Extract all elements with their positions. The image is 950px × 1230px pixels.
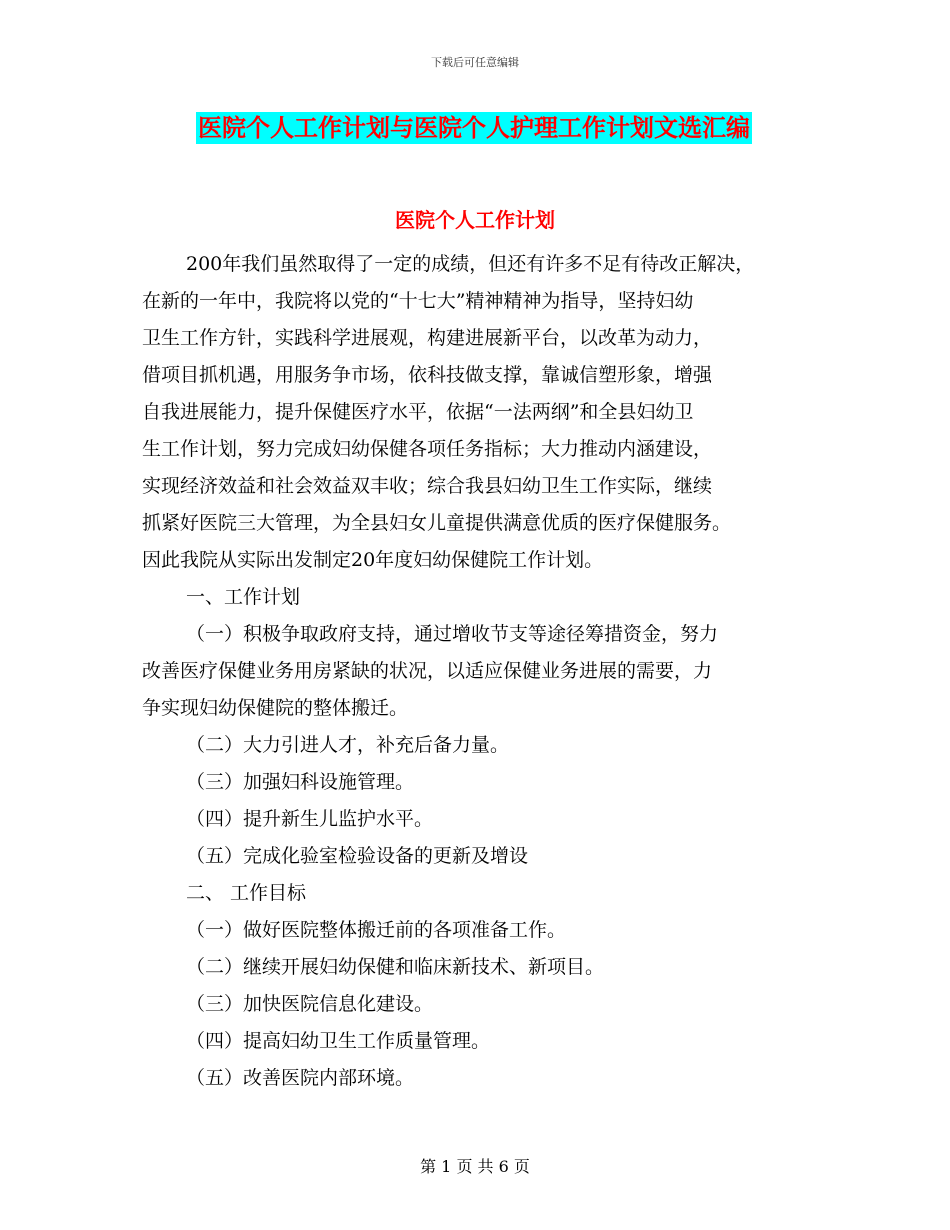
body-line: 生工作计划，努力完成妇幼保健各项任务指标；大力推动内涵建设， (142, 438, 713, 460)
body-line: 一、工作计划 (186, 586, 301, 608)
body-line: 因此我院从实际出发制定20年度妇幼保健院工作计划。 (142, 549, 604, 571)
body-line: （二）大力引进人才，补充后备力量。 (186, 734, 510, 756)
body-line: 自我进展能力，提升保健医疗水平，依据“一法两纲”和全县妇幼卫 (142, 401, 694, 423)
body-line: 实现经济效益和社会效益双丰收；综合我县妇幼卫生工作实际，继续 (142, 475, 713, 497)
body-line: （四）提升新生儿监护水平。 (186, 808, 434, 830)
body-line: 200年我们虽然取得了一定的成绩，但还有许多不足有待改正解决， (186, 253, 755, 275)
page-footer: 第 1 页 共 6 页 (420, 1157, 530, 1176)
body-line: 争实现妇幼保健院的整体搬迁。 (142, 697, 409, 719)
body-line: （五）改善医院内部环境。 (186, 1067, 415, 1089)
section-title: 医院个人工作计划 (395, 208, 555, 232)
body-line: （三）加强妇科设施管理。 (186, 771, 415, 793)
body-line: （四）提高妇幼卫生工作质量管理。 (186, 1030, 491, 1052)
body-line: 改善医疗保健业务用房紧缺的状况，以适应保健业务进展的需要，力 (142, 660, 713, 682)
body-line: （一）积极争取政府支持，通过增收节支等途径筹措资金，努力 (186, 623, 719, 645)
body-line: 卫生工作方针，实践科学进展观，构建进展新平台，以改革为动力， (142, 327, 713, 349)
body-line: 二、 工作目标 (186, 882, 307, 904)
body-line: （一）做好医院整体搬迁前的各项准备工作。 (186, 919, 567, 941)
body-line: 借项目抓机遇，用服务争市场，依科技做支撑，靠诚信塑形象，增强 (142, 364, 713, 386)
document-title: 医院个人工作计划与医院个人护理工作计划文选汇编 (198, 113, 750, 142)
body-line: （三）加快医院信息化建设。 (186, 993, 434, 1015)
body-line: （五）完成化验室检验设备的更新及增设 (186, 845, 529, 867)
header-note: 下载后可任意编辑 (431, 56, 519, 69)
body-line: 在新的一年中，我院将以党的“十七大”精神精神为指导，坚持妇幼 (142, 290, 694, 312)
body-line: 抓紧好医院三大管理，为全县妇女儿童提供满意优质的医疗保健服务。 (142, 512, 732, 534)
body-line: （二）继续开展妇幼保健和临床新技术、新项目。 (186, 956, 605, 978)
document-body (142, 246, 832, 1097)
